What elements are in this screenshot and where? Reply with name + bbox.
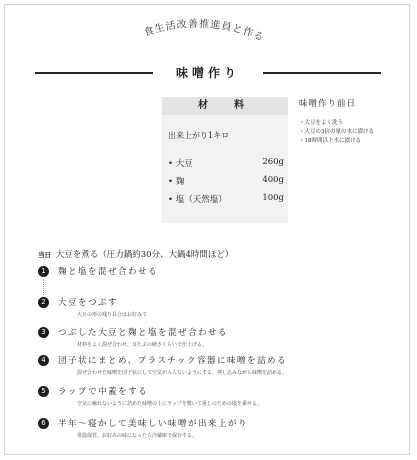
prep-section bbox=[299, 97, 409, 146]
ingredients-heading: 材 料 bbox=[162, 97, 288, 115]
arc-subtitle bbox=[5, 5, 411, 65]
ingredient-name: • 麹 bbox=[168, 177, 185, 187]
step-number-badge: 3 bbox=[38, 327, 49, 338]
step-heading: 麹と塩を混ぜ合わせる bbox=[58, 267, 159, 277]
ingredient-name: • 大豆 bbox=[168, 159, 193, 169]
ingredient-amount: 400g bbox=[262, 175, 284, 185]
step-note: 混ぜ合わせた味噌を団子状にして空気が入らないようにする。押し込みながら味噌を詰める。 bbox=[77, 370, 288, 376]
step-note: 材料をよく混ぜ合わせ、耳たぶの硬さくらいで仕上げる。 bbox=[77, 342, 207, 348]
ingredient-amount: 100g bbox=[262, 193, 284, 203]
page-title: 味噌作り bbox=[175, 66, 240, 80]
step-heading: つぶした大豆と麹と塩を混ぜ合わせる bbox=[58, 328, 229, 338]
recipe-card bbox=[4, 4, 410, 455]
step-heading: 大豆をつぶす bbox=[58, 298, 119, 308]
step-heading: 半年〜寝かして美味しい味噌が出来上がり bbox=[58, 419, 249, 429]
prep-heading: 味噌作り前日 bbox=[299, 99, 357, 109]
ingredient-item bbox=[168, 175, 284, 187]
title-row bbox=[35, 65, 381, 79]
step-heading: ラップで中蓋をする bbox=[58, 387, 149, 397]
step-heading: 団子状にまとめ、プラスチック容器に味噌を詰める bbox=[58, 356, 287, 366]
prep-item: ・18時間以上水に漬ける bbox=[299, 138, 361, 144]
title-rule-right bbox=[263, 72, 381, 74]
step-note: 大豆の形の残り具合はお好みで bbox=[77, 312, 148, 318]
step-number-badge: 5 bbox=[38, 386, 49, 397]
prep-item: ・大豆をよく洗う bbox=[299, 120, 344, 126]
step-number-badge: 6 bbox=[38, 418, 49, 429]
step-number-badge: 2 bbox=[38, 297, 49, 308]
ingredient-amount: 260g bbox=[262, 157, 284, 167]
ingredient-item bbox=[168, 193, 284, 205]
step-note: 常温保管。お好みの味になったら冷蔵庫で保存する。 bbox=[77, 433, 198, 439]
ingredient-item bbox=[168, 157, 284, 169]
day-tag: 当日 bbox=[38, 251, 51, 259]
day-line bbox=[38, 248, 233, 260]
prep-item: ・大豆の3倍の量の水に漬ける bbox=[299, 129, 375, 135]
yield-text: 出来上がり1キロ bbox=[168, 131, 230, 140]
step-note: 空気に触れないように詰めた味噌の上にラップを敷いて重しのための塩を乗せる。 bbox=[77, 401, 262, 407]
svg-text:食生活改善推進員と作る bbox=[142, 17, 266, 44]
step-connector bbox=[43, 279, 44, 295]
ingredients-box bbox=[162, 97, 288, 223]
arc-subtitle-text: 食生活改善推進員と作る bbox=[142, 18, 266, 44]
step-number-badge: 4 bbox=[38, 355, 49, 366]
day-text: 大豆を煮る（圧力鍋約30分、大鍋4時間ほど） bbox=[55, 250, 234, 260]
ingredient-name: • 塩（天然塩） bbox=[168, 195, 227, 205]
step-number-badge: 1 bbox=[38, 266, 49, 277]
